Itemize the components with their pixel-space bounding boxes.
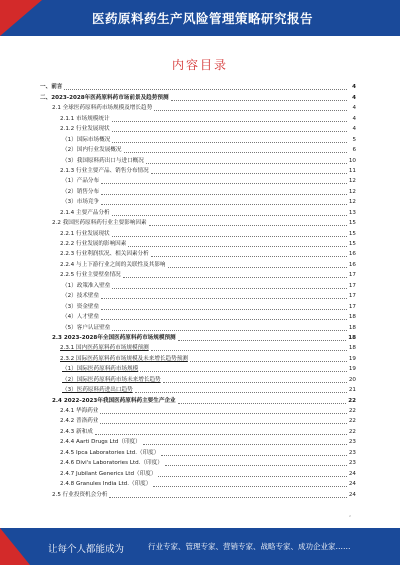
toc-entry[interactable] [40,322,356,332]
toc-entry-text: （3）资金壁垒 [62,303,100,310]
toc-entry[interactable] [40,333,356,343]
toc-leader-dots [146,163,347,164]
toc-entry[interactable] [40,186,356,196]
toc-leader-dots [64,89,347,90]
toc-page-number: 5 [352,136,356,143]
toc-entry[interactable] [40,113,356,123]
toc-entry[interactable] [40,103,356,113]
toc-leader-dots [190,361,347,362]
toc-entry[interactable] [40,364,356,374]
toc-heading: 内容目录 [171,58,228,72]
toc-leader-dots [178,403,347,404]
toc-entry[interactable] [40,228,356,238]
toc-entry[interactable] [40,353,356,363]
toc-leader-dots [95,434,347,435]
toc-entry[interactable] [40,489,356,499]
toc-entry[interactable] [40,291,356,301]
toc-entry-text: 2.4.4 Aarti Drugs Ltd（印度） [60,439,141,446]
table-of-contents [40,82,356,500]
toc-page-number: 18 [348,345,356,352]
toc-page-number: 15 [348,230,356,237]
toc-entry-text: 2.4 2022-2023年我国医药原料药主要生产企业 [52,397,176,404]
toc-page-number: 4 [352,84,356,91]
toc-entry-text: 2.2.4 与上下游行业之间的关联性及其影响 [60,261,166,268]
toc-leader-dots [153,486,347,487]
toc-entry-text: 2.4.3 新和成 [60,428,93,435]
toc-page-number: 16 [348,261,356,268]
toc-leader-dots [165,465,347,466]
toc-entry[interactable] [40,458,356,468]
toc-leader-dots [112,215,347,216]
toc-entry[interactable] [40,374,356,384]
toc-page-number: 11 [348,167,356,174]
toc-entry-text: 2.4.6 Divi's Laboratories Ltd.（印度） [60,460,163,467]
toc-leader-dots [101,309,347,310]
toc-leader-dots [101,204,347,205]
toc-leader-dots [112,142,347,143]
toc-entry[interactable] [40,416,356,426]
toc-page-number: 17 [348,293,356,300]
toc-entry[interactable] [40,343,356,353]
toc-leader-dots [101,319,347,320]
toc-entry[interactable] [40,426,356,436]
toc-entry[interactable] [40,259,356,269]
toc-entry-text: 2.1.4 主要产品分析 [60,209,110,216]
toc-page-number: 4 [352,94,356,101]
toc-leader-dots [158,476,346,477]
toc-entry[interactable] [40,437,356,447]
footer-roles: 行业专家、管理专家、营销专家、战略专家、成功企业家…… [148,542,351,551]
toc-entry-text: 一、前言 [40,84,63,91]
toc-entry[interactable] [40,280,356,290]
toc-page-number: 13 [348,209,356,216]
toc-entry-text: 2.4.2 普洛药业 [60,418,99,425]
toc-leader-dots [112,330,347,331]
toc-entry[interactable] [40,197,356,207]
toc-entry-text: 2.4.1 华海药业 [60,408,99,414]
toc-entry-text: 2.2.2 行业发展的影响因素 [60,241,127,247]
footer-accent [0,528,30,565]
toc-entry-text: （1）国际市场概况 [62,136,111,143]
page-footer [0,528,400,565]
toc-leader-dots [151,173,347,174]
toc-leader-dots [178,340,347,341]
toc-page-number: 24 [348,481,356,488]
toc-entry-text: 2.1.3 行业主要产品、销售分布情况 [60,167,149,174]
toc-leader-dots [171,100,347,101]
toc-leader-dots [124,152,348,153]
toc-entry-text: 2.3.2 国际医药原料药市场规模及未来增长趋势预测 [60,355,188,362]
toc-leader-dots [128,246,347,247]
toc-entry[interactable] [40,176,356,186]
toc-leader-dots [143,444,347,445]
toc-page-number: 22 [348,397,356,404]
toc-page-number: 21 [348,387,356,394]
toc-entry[interactable] [40,270,356,280]
toc-leader-dots [112,131,347,132]
toc-page-number: 20 [348,376,356,383]
page-number: 2 [349,514,351,518]
toc-page-number: 22 [348,408,356,414]
toc-entry[interactable] [40,447,356,457]
report-title: 医药原料药生产风险管理策略研究报告 [92,11,314,26]
toc-entry[interactable] [40,124,356,134]
toc-page-number: 23 [348,460,356,467]
toc-entry-text: （4）人才壁垒 [62,314,100,321]
toc-leader-dots [112,121,347,122]
toc-entry-text: 二、2023-2028年医药原料药市场前景及趋势预测 [40,94,169,101]
toc-page-number: 19 [348,366,356,373]
toc-entry-text: 2.5 行业投资机会分析 [52,491,108,498]
toc-entry-text: 2.1 全球医药原料药市场规模及增长趋势 [52,105,153,112]
toc-entry[interactable] [40,385,356,395]
toc-leader-dots [112,288,347,289]
toc-page-number: 24 [348,470,356,477]
toc-leader-dots [168,267,347,268]
toc-leader-dots [140,371,347,372]
toc-leader-dots [112,236,347,237]
toc-entry[interactable] [40,395,356,405]
toc-page-number: 15 [348,241,356,247]
toc-entry-text: 2.2.3 行业利润状况、相关因素分析 [60,251,149,258]
toc-entry[interactable] [40,82,356,92]
toc-page-number: 18 [348,334,356,341]
toc-leader-dots [161,455,347,456]
toc-leader-dots [149,225,347,226]
toc-leader-dots [151,256,347,257]
toc-entry-text: （5）客户认证壁垒 [62,324,111,331]
toc-entry[interactable] [40,249,356,259]
toc-entry-text: （3）市场竞争 [62,199,100,206]
toc-page-number: 17 [348,303,356,310]
toc-entry-text: 2.4.7 Jubilant Generics Ltd（印度） [60,470,157,477]
toc-leader-dots [135,392,347,393]
toc-entry[interactable] [40,207,356,217]
toc-leader-dots [100,423,346,424]
footer-slogan: 让每个人都能成为 [48,544,125,555]
toc-page-number: 23 [348,449,356,456]
toc-entry-text: （2）国际医药原料药市场未来增长趋势 [62,376,161,383]
toc-entry-text: 2.1.2 行业发展现状 [60,126,110,133]
toc-page-number: 17 [348,282,356,289]
toc-page-number: 15 [348,220,356,227]
toc-leader-dots [101,298,347,299]
toc-page-number: 22 [348,418,356,425]
toc-page-number: 4 [352,115,356,122]
toc-leader-dots [101,183,347,184]
toc-entry[interactable] [40,468,356,478]
toc-entry-text: （1）国际医药原料药市场规模 [62,366,139,373]
toc-page-number: 22 [348,428,356,435]
toc-page-number: 12 [348,199,356,206]
toc-leader-dots [123,277,347,278]
toc-page-number: 19 [348,355,356,362]
toc-page-number: 12 [348,188,356,195]
toc-entry[interactable] [40,134,356,144]
toc-entry[interactable] [40,239,356,249]
toc-page-number: 18 [348,324,356,331]
toc-page-number: 23 [348,439,356,446]
toc-entry[interactable] [40,155,356,165]
toc-entry-text: （1）产品分布 [62,178,100,185]
toc-leader-dots [100,413,346,414]
toc-page-number: 4 [352,126,356,133]
toc-entry-text: 2.2.1 行业发展现状 [60,230,110,237]
toc-entry-text: 2.4.5 Ipca Laboratories Ltd.（印度） [60,449,160,456]
toc-page-number: 4 [352,105,356,112]
toc-entry[interactable] [40,145,356,155]
toc-entry-text: （3）医药原料药进出口趋势 [62,387,133,394]
toc-entry-text: （2）销售分布 [62,188,100,195]
toc-page-number: 24 [348,491,356,498]
toc-leader-dots [163,382,347,383]
page-header [0,0,400,36]
toc-page-number: 10 [348,157,356,164]
toc-entry-text: 2.2 我国医药原料药行业主要影响因素 [52,220,147,227]
toc-entry[interactable] [40,92,356,102]
toc-entry-text: 2.4.8 Granules India Ltd.（印度） [60,481,152,488]
toc-entry-text: 2.2.5 行业主要壁垒情况 [60,272,121,279]
toc-entry-text: 2.1.1 市场规模统计 [60,115,110,122]
toc-entry[interactable] [40,218,356,228]
toc-entry-text: （2）国内行业发展概况 [62,147,122,154]
toc-page-number: 12 [348,178,356,185]
toc-leader-dots [109,497,346,498]
toc-entry-text: 2.3 2023-2028年全国医药原料药市场规模预测 [52,334,176,341]
header-accent [0,0,42,36]
toc-entry-text: （3）我国原料药出口与进口概况 [62,157,144,164]
toc-entry[interactable] [40,406,356,416]
toc-leader-dots [101,194,347,195]
toc-entry[interactable] [40,301,356,311]
toc-page-number: 16 [348,251,356,258]
toc-entry[interactable] [40,479,356,489]
toc-page-number: 6 [352,147,356,154]
toc-leader-dots [151,350,347,351]
toc-entry-text: （2）技术壁垒 [62,293,100,300]
toc-entry[interactable] [40,312,356,322]
toc-leader-dots [154,110,347,111]
toc-page-number: 18 [348,314,356,321]
toc-page-number: 17 [348,272,356,279]
toc-entry-text: （1）政策准入壁垒 [62,282,111,289]
toc-entry-text: 2.3.1 国内医药原料药市场规模预测 [60,345,149,352]
toc-entry[interactable] [40,166,356,176]
